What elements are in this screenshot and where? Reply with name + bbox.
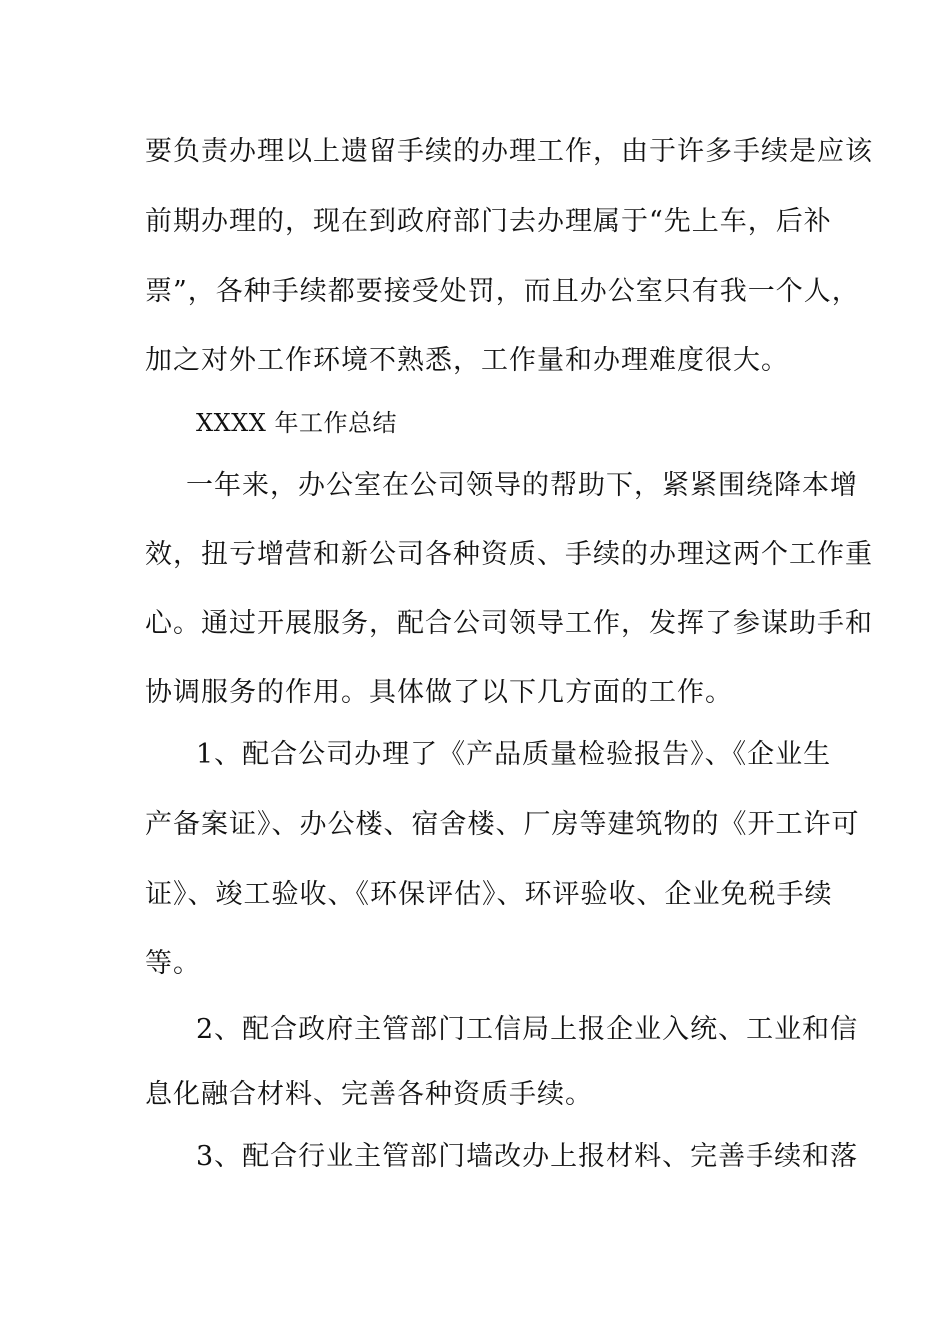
item-2-line-2: 息化融合材料、完善各种资质手续。: [145, 1079, 593, 1110]
item-1-line-3: 证》、竣工验收、《环保评估》、环评验收、企业免税手续: [145, 879, 833, 910]
item-1-line-2: 产备案证》、办公楼、宿舍楼、厂房等建筑物的《开工许可: [145, 809, 860, 840]
paragraph-2-line-1: 一年来，办公室在公司领导的帮助下，紧紧围绕降本增: [186, 470, 858, 501]
item-3-line-1: 3、配合行业主管部门墙改办上报材料、完善手续和落: [196, 1141, 859, 1172]
paragraph-1-line-2: 前期办理的，现在到政府部门去办理属于“先上车，后补: [145, 206, 832, 237]
paragraph-2-line-4: 协调服务的作用。具体做了以下几方面的工作。: [145, 677, 733, 708]
paragraph-2-line-3: 心。通过开展服务，配合公司领导工作，发挥了参谋助手和: [145, 608, 873, 639]
paragraph-2-line-2: 效，扭亏增营和新公司各种资质、手续的办理这两个工作重: [145, 539, 873, 570]
paragraph-1-line-4: 加之对外工作环境不熟悉，工作量和办理难度很大。: [145, 345, 789, 376]
item-1-line-4: 等。: [145, 948, 201, 979]
item-1-line-1: 1、配合公司办理了《产品质量检验报告》、《企业生: [196, 739, 832, 770]
paragraph-1-line-3: 票”，各种手续都要接受处罚，而且办公室只有我一个人，: [145, 276, 860, 307]
item-2-line-1: 2、配合政府主管部门工信局上报企业入统、工业和信: [196, 1014, 859, 1045]
section-heading: XXXX 年工作总结: [196, 409, 397, 437]
paragraph-1-line-1: 要负责办理以上遗留手续的办理工作，由于许多手续是应该: [145, 136, 873, 167]
